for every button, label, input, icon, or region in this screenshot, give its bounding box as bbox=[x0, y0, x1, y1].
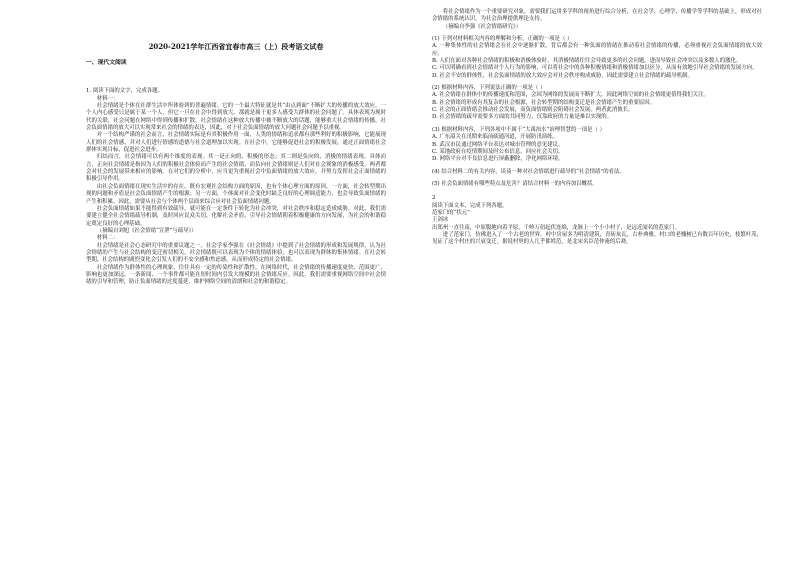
line: 范家门的“状元” bbox=[432, 209, 470, 216]
left-column bbox=[86, 0, 386, 287]
option: A. 广东韶关在汛期来临前疏通河道，开展防汛演练。 bbox=[432, 134, 558, 141]
question: (1) 下列对材料相关内容的理解和分析，正确的一项是（ ） bbox=[432, 36, 573, 43]
question: (2) 根据材料内容，下列说法正确的一项是（ ） bbox=[432, 85, 546, 92]
line: 出郑州一直往南，中原腹地向着平原，千岭万仞起伏连绵，龙脉上一个小小村子，是远近闻名的范家门。 bbox=[432, 224, 680, 231]
line: 2 bbox=[432, 195, 436, 202]
option: C. 社会的正面情绪会推动社会发展，而负面情绪则会阻碍社会发展，两者此消彼长。 bbox=[432, 107, 634, 114]
paragraph: 社会负面情绪如果不能得到有效疏导，就可能在一定条件下转化为社会冲突，对社会秩序和稳定造成威胁。对此，我们需要建立健全社会情绪疏导机制，及时回应民众关切，化解社会矛盾，引导社会情绪朝着积极健康的方向发展，为社会的和谐稳定奠定良好的心理基础。 bbox=[86, 205, 386, 227]
paragraph: 对一个结构严谨的社会而言，社会情绪实际是有其积极作用一面，人类的情绪和追求都有那些利好的积极影响，它能展现人们的社会情感，并对人们进行情感的道德与社会道理加以实现。在社会中，它能够促进社会的积极发展，通过正面情绪社会群体实现目标，促进社会进步。 bbox=[86, 132, 386, 154]
question: (4) 结合材料二的有关内容，谈谈一种对社会情绪进行疏导的“社会情绪”的看法。 bbox=[432, 168, 625, 175]
material-label: 材料一： bbox=[96, 95, 119, 102]
paragraph: 社会情绪是个体在社群生活中所体验到的普遍情绪。它的一个最大特征就是其“由点到面”不断扩大的传播的放大效应。一个人内心感受只是属于某一个人，但它一旦在社会中得到放大，那就是属于更多人感受大群体的社会问题了。具体表现为现时代的关联，社会问题在网络中得到传播和扩散。社会情绪在这种放大传播中被不断放大的话题，能够重大社会情绪的传播，社会负面情绪的放大可以实现常来社会的情绪的表达，因此，对于社会负面情绪的放大问题社会问题予以重视。 bbox=[86, 103, 386, 132]
option: C. 可以明确看到社会情绪对个人行为的影响，可以将社会中的各种积极情绪和消极情绪加以区分，从而有效地引导社会情绪的发展方向。 bbox=[432, 65, 758, 72]
line: 阅读下面文本，完成下列各题。 bbox=[432, 202, 508, 209]
option: B. 社会情绪的形成有其复杂的社会根源，社会转型期的结构变迁是社会情绪产生的重要原因。 bbox=[432, 99, 656, 106]
option: C. 某地政府在疫情期间及时公布信息，回应社会关切。 bbox=[432, 148, 564, 155]
right-body bbox=[432, 9, 762, 247]
question: (5) 社会负面情绪有哪些特点及危害？请结合材料一的内容加以概括。 bbox=[432, 180, 598, 187]
option: A. 一种集体性的社会情绪会在社会中逐渐扩散，背后都会有一种负面的情绪在推动着社会情绪的传播，必须重视社会负面情绪的放大效应。 bbox=[432, 43, 762, 57]
paragraph: （摘编自李强《社会情绪研究》） bbox=[442, 23, 521, 30]
option: B. 武汉市民通过网络平台表达对城市管理的意见建议。 bbox=[432, 141, 564, 148]
section-heading: 一、现代文阅读 bbox=[86, 60, 127, 66]
paragraph: 归结而言，社会情绪可以有两个维度的表现。其一是正向的、积极的形态；其二则是负向的、消极的情绪表现。具体而言，正向社会情绪是指因为人们的积极社会体验而产生的社会情绪，而负向社会情绪则是人们对社会现象的消极感受。两者都会对社会的发展带来相应的影响。在对它们的分析中，应当更为重视社会中负面情绪的放大效应，并努力发挥社会正面情绪的积极引导作用。 bbox=[86, 154, 386, 183]
document-title: 2020-2021学年江西省宜春市高三（上）段考语文试卷 bbox=[148, 42, 324, 51]
question: 1. 阅读下面的文字，完成各题。 bbox=[86, 88, 163, 95]
option: D. 社会情绪的疏导需要多方面的共同努力，仅靠政府的力量是难以实现的。 bbox=[432, 114, 613, 121]
paragraph: 由社会负面情绪在现实生活中的存在，既有宏观社会结构方面的原因，也有个体心理方面的原因。一方面，社会转型期出现的问题和矛盾是社会负面情绪产生的根源；另一方面，个体面对社会变化时缺乏良好的心理调适能力，也会导致负面情绪的产生和积累。因此，需要从社会与个体两个层面来综合应对社会负面情绪问题。 bbox=[86, 183, 386, 205]
option: B. 人们在面对各种社会情绪的积极和消极体验时，其消极情绪往往会导致更多的社会问题，进而导致社会冲突以及多数人的激化。 bbox=[432, 58, 742, 65]
material-label: 材料二： bbox=[96, 235, 119, 242]
option: A. 社会情绪在群体中的传播速度和范围，会因为网络的发展而不断扩大，因此网络空间的社会情绪更值得我们关注。 bbox=[432, 92, 709, 99]
paragraph: 进了范家门，仿佛进入了一个古老的世界。村中房屋多为明清建筑，青砖灰瓦，古朴典雅。村口的老槐树已有数百年历史，枝繁叶茂，见证了这个村庄的兴衰变迁。据说村里的人几乎都姓范，是北宋名臣范仲淹的后裔。 bbox=[432, 231, 762, 246]
paragraph: 社会情绪是社会心态研究中的重要议题之一。社会学家李强在《社会情绪》中提到了社会情绪的形成和发展规律，认为社会情绪的产生与社会结构的变迁密切相关。社会情绪既可以表现为个体的情绪体验，也可以表现为群体的集体情绪。在社会转型期，社会结构的剧烈变化会引发人们的不安全感和焦虑感，从而形成特定的社会情绪。 bbox=[86, 242, 386, 264]
question: (3) 根据材料内容，下列各项中不属于“大禹治水”治理智慧的一项是（ ） bbox=[432, 126, 605, 133]
paragraph: 将社会情绪作为一个重要研究对象，需要我们运用多学科的视角进行综合分析，在社会学、心理学、传播学等学科的基础上，形成对社会情绪的系统认识，为社会治理提供理论支持。 bbox=[432, 9, 762, 23]
line: 王剑冰 bbox=[432, 217, 449, 224]
source-note: （摘编自刘旭《社会情绪“宣泄”与疏导》） bbox=[96, 227, 197, 234]
left-body bbox=[86, 88, 386, 286]
option: D. 网络平台对不良信息进行屏蔽删除，净化网络环境。 bbox=[432, 156, 564, 163]
paragraph: 社会情绪作为群体性的心理现象，往往具有一定的传染性和扩散性。在网络时代，社会情绪的传播速度更快、范围更广，影响也更加深远。一条新闻、一个事件都可能在短时间内引发大规模的社会情绪反应。因此，我们需要重视网络空间中社会情绪的引导和管理，防止负面情绪的过度蔓延，维护网络空间的清朗和社会的和谐稳定。 bbox=[86, 264, 386, 286]
right-column bbox=[432, 0, 762, 247]
option: D. 社会不安的群体性，社会负面情绪的放大效应会对社会秩序构成威胁，因此需要建立社会情绪的疏导机制。 bbox=[432, 72, 693, 79]
blank bbox=[432, 188, 762, 195]
